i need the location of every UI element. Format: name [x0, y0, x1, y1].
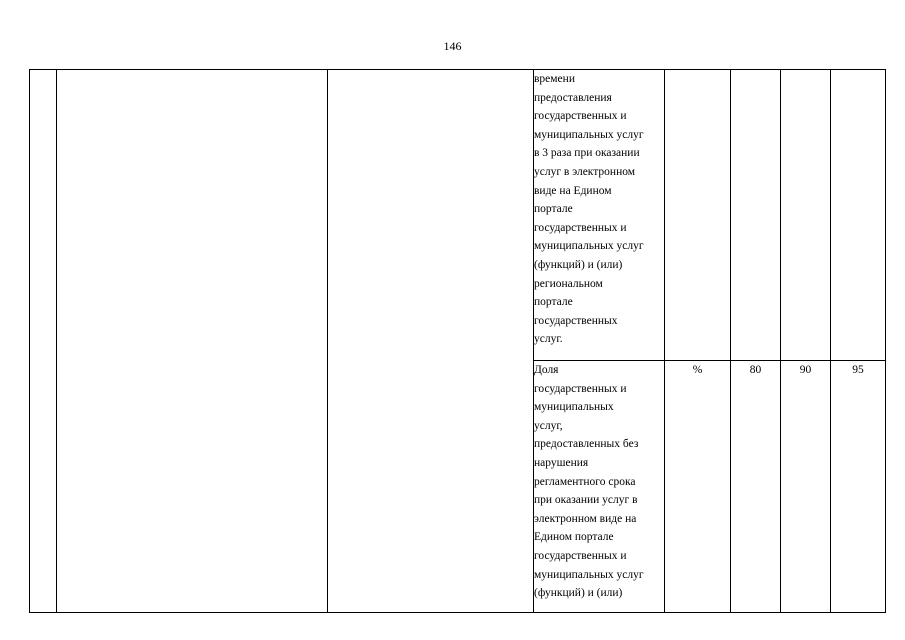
indicator-line: государственных и: [534, 382, 627, 395]
indicator-line: портале: [534, 203, 573, 216]
cell-indicator: [534, 70, 665, 361]
indicator-line: услуг,: [534, 419, 563, 432]
indicator-line: при оказании услуг в: [534, 494, 638, 507]
cell-value-1: 80: [731, 361, 781, 613]
indicator-line: портале: [534, 296, 573, 309]
cell-task: [328, 70, 534, 613]
indicator-line: Едином портале: [534, 531, 614, 544]
indicator-line: государственных и: [534, 221, 627, 234]
cell-value-1: [731, 70, 781, 361]
indicator-line: предоставления: [534, 91, 612, 104]
cell-indicator: [534, 361, 665, 613]
indicator-line: Доля: [534, 364, 559, 376]
indicator-line: муниципальных услуг: [534, 568, 644, 581]
cell-program-name: [57, 70, 328, 613]
indicator-line: нарушения: [534, 456, 589, 469]
indicator-line: муниципальных услуг: [534, 240, 644, 253]
indicator-line: государственных и: [534, 549, 627, 562]
cell-value-2: 90: [781, 361, 831, 613]
indicator-table: [29, 69, 886, 613]
indicator-line: электронном виде на: [534, 512, 637, 525]
indicator-line: региональном: [534, 277, 603, 290]
cell-value-3: 95: [831, 361, 886, 613]
indicator-line: регламентного срока: [534, 475, 636, 488]
cell-unit: %: [665, 361, 731, 613]
cell-value-3: [831, 70, 886, 361]
indicator-line: муниципальных услуг: [534, 128, 644, 141]
indicator-line: в 3 раза при оказании: [534, 147, 640, 160]
indicator-line: услуг в электронном: [534, 165, 636, 178]
cell-value-2: [781, 70, 831, 361]
cell-number: [30, 70, 57, 613]
indicator-line: времени: [534, 73, 575, 85]
indicator-line: (функций) и (или): [534, 258, 623, 271]
indicator-line: государственных: [534, 314, 618, 327]
page-number: 146: [443, 39, 462, 53]
indicator-line: государственных и: [534, 110, 627, 123]
indicator-line: услуг.: [534, 333, 563, 346]
indicator-line: предоставленных без: [534, 438, 639, 451]
indicator-line: виде на Едином: [534, 184, 612, 197]
cell-unit: [665, 70, 731, 361]
indicator-line: (функций) и (или): [534, 587, 623, 600]
indicator-line: муниципальных: [534, 401, 614, 414]
table-row: [30, 70, 886, 361]
